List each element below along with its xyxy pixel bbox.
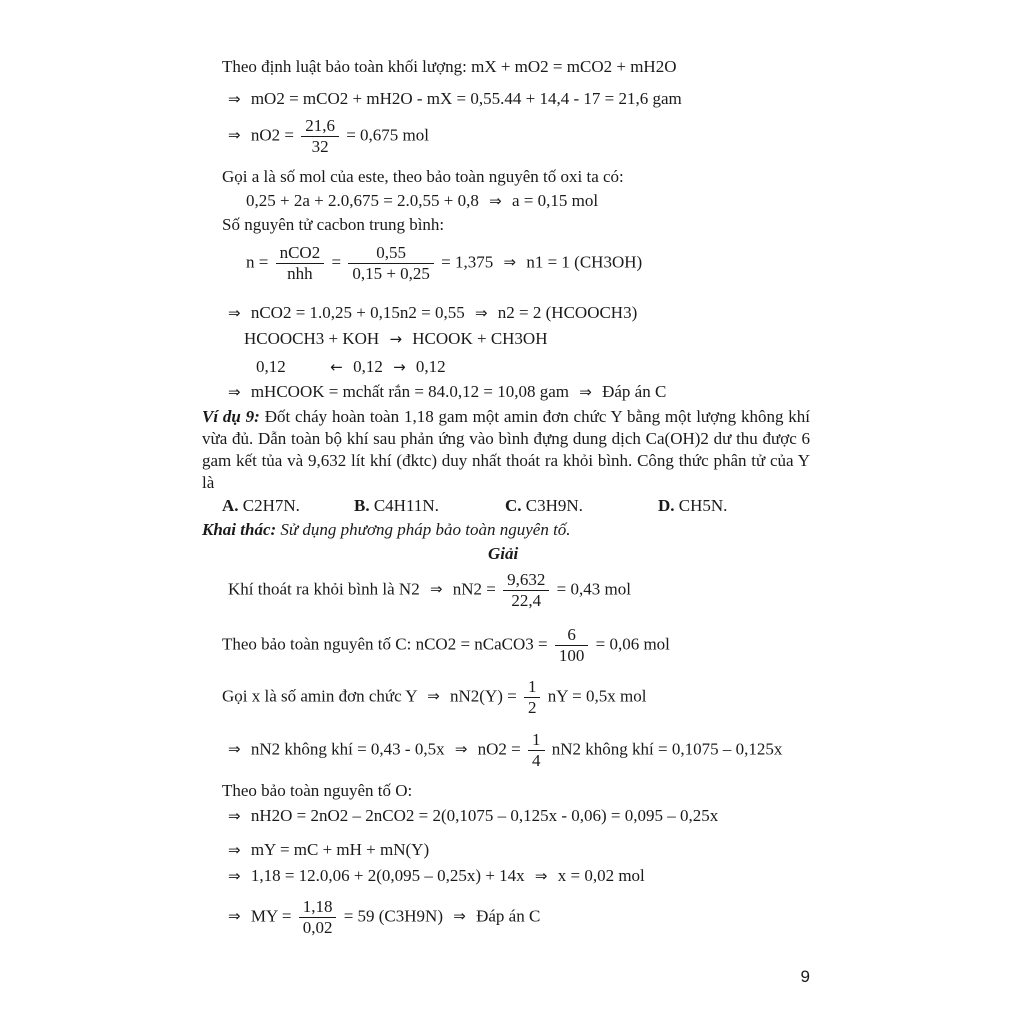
implies-icon: ⇒ [503, 253, 517, 272]
hint-line [202, 519, 571, 541]
numerator: 1 [524, 677, 541, 698]
lhs: nO2 = [250, 125, 294, 145]
equation: 1,18 = 12.0,06 + 2(0,095 – 0,25x) + 14x [250, 866, 525, 885]
fraction [503, 570, 549, 611]
equation: nCO2 = 1.0,25 + 0,15n2 = 0,55 [250, 303, 465, 322]
equation: mX + mO2 = mCO2 + mH2O [471, 57, 677, 76]
numerator: 6 [555, 625, 589, 646]
denominator: 2 [527, 698, 537, 717]
equation: mY = mC + mH + mN(Y) [250, 840, 430, 859]
implies-icon: ⇒ [579, 383, 592, 401]
sol-line-carbon [222, 625, 670, 666]
equation: nH2O = 2nO2 – 2nCO2 = 2(0,1075 – 0,125x - 0,06) = 0,095 – 0,25x [250, 806, 719, 825]
result: n2 = 2 (HCOOCH3) [497, 303, 638, 322]
denominator: 100 [558, 646, 585, 665]
implies-icon: ⇒ [534, 867, 548, 885]
line-no2 [222, 116, 429, 157]
solution-title: Giải [488, 544, 519, 563]
implies-icon: ⇒ [454, 740, 468, 759]
option-b: B. C4H11N. [354, 496, 439, 515]
value: 0,12 [415, 357, 446, 376]
line-oxygen-balance [246, 190, 598, 212]
equation: nN2 không khí = 0,43 - 0,5x [250, 739, 445, 759]
implies-icon: ⇒ [228, 841, 241, 859]
value: 0,12 [353, 357, 383, 376]
sol-line-nh2o [222, 805, 718, 827]
hint-text: Sử dụng phương pháp bảo toàn nguyên tố. [280, 520, 571, 539]
sol-line-my [222, 839, 429, 861]
fraction [276, 243, 325, 284]
denominator: 0,15 + 0,25 [352, 264, 430, 283]
sol-line-n2 [228, 570, 631, 611]
sol-line-oxygen: Theo bảo toàn nguyên tố O: [222, 781, 413, 800]
implies-icon: ⇒ [427, 687, 440, 706]
option-d: D. CH5N. [658, 496, 728, 515]
numerator: nCO2 [276, 243, 325, 264]
lhs: nN2(Y) = [450, 686, 517, 706]
text: Theo định luật bảo toàn khối lượng: [222, 57, 467, 76]
example-9-question [202, 406, 810, 494]
numerator: 21,6 [301, 116, 339, 137]
line-reaction [244, 328, 547, 350]
rhs: = 59 (C3H9N) [343, 906, 443, 926]
fraction [555, 625, 589, 666]
implies-icon: ⇒ [474, 304, 488, 322]
page-number: 9 [800, 967, 810, 986]
line-avg-n: n = $\frac{\text{nCO2}}{\text{nhh}}$ = $\frac{0,55}{0,15 + 0,25}$ = 1,375 ⇒ n1 = 1 (CH3OH) [246, 243, 643, 283]
sol-line-molar-mass [222, 897, 540, 938]
answer: Đáp án C [602, 382, 667, 401]
lhs: n = [246, 252, 269, 272]
denominator: 32 [311, 137, 329, 156]
rhs: nY = 0,5x mol [547, 686, 647, 706]
equation: mHCOOK = mchất rắn = 84.0,12 = 10,08 gam [250, 382, 570, 401]
equation: mO2 = mCO2 + mH2O - mX = 0,55.44 + 14,4 - 17 = 21,6 gam [250, 89, 682, 108]
fraction [524, 677, 541, 718]
denominator: 22,4 [511, 591, 542, 610]
line-mass-conservation [222, 56, 676, 78]
arrow-right-icon: → [389, 330, 403, 348]
reactants: HCOOCH3 + KOH [244, 329, 380, 348]
sol-line-solve-x [222, 865, 645, 887]
implies-icon: ⇒ [228, 807, 241, 825]
example-text: Đốt cháy hoàn toàn 1,18 gam một amin đơn chức Y bằng một lượng không khí vừa đủ. Dẫn toàn bộ khí sau phản ứng vào bình đựng dung dịch Ca(OH)2 dư thu được 6 gam kết tủa và 9,632 lít khí (đktc) duy nhất thoát ra khỏi bình. Công thức phân tử của Y là [202, 407, 811, 492]
fraction [528, 730, 545, 771]
rhs: nN2 không khí = 0,1075 – 0,125x [551, 739, 783, 759]
products: HCOOK + CH3OH [412, 329, 548, 348]
line-avg-carbon: Số nguyên tử cacbon trung bình: [222, 215, 445, 234]
lhs: MY = [250, 906, 292, 926]
numerator: 1,18 [299, 897, 337, 918]
denominator: 4 [532, 751, 541, 770]
implies-icon: ⇒ [429, 580, 443, 599]
rhs: = 1,375 [441, 252, 494, 272]
value: 0,12 [256, 357, 286, 376]
text: Theo bảo toàn nguyên tố C: [222, 634, 412, 654]
lhs: nO2 = [477, 739, 521, 759]
fraction [348, 243, 434, 284]
rhs: = 0,06 mol [595, 634, 670, 654]
equation: 0,25 + 2a + 2.0,675 = 2.0,55 + 0,8 [246, 191, 479, 210]
implies-icon: ⇒ [489, 192, 502, 210]
option-a: A. C2H7N. [222, 496, 300, 515]
line-mo2 [222, 88, 682, 110]
implies-icon: ⇒ [228, 907, 241, 926]
arrow-left-icon: ← [330, 358, 343, 376]
denominator: 0,02 [302, 918, 333, 937]
hint-label: Khai thác: [202, 520, 277, 539]
line-nco2 [222, 302, 637, 324]
fraction [299, 897, 337, 938]
rhs: = 0,675 mol [346, 125, 429, 145]
implies-icon: ⇒ [228, 867, 241, 885]
lhs: nCO2 = nCaCO3 = [415, 634, 548, 654]
answer: Đáp án C [476, 906, 541, 926]
denominator: nhh [287, 264, 313, 283]
numerator: 9,632 [503, 570, 549, 591]
line-let-a: Gọi a là số mol của este, theo bảo toàn nguyên tố oxi ta có: [222, 167, 624, 186]
implies-icon: ⇒ [228, 90, 241, 108]
line-m-hcook [222, 381, 666, 403]
text: Gọi x là số amin đơn chức Y [222, 686, 417, 706]
implies-icon: ⇒ [228, 740, 241, 759]
rhs: = 0,43 mol [556, 579, 631, 599]
result: a = 0,15 mol [511, 191, 599, 210]
result: x = 0,02 mol [557, 866, 645, 885]
sol-line-air [222, 730, 782, 771]
text: Khí thoát ra khỏi bình là N2 [228, 579, 420, 599]
implies-icon: ⇒ [228, 383, 241, 401]
example-label: Ví dụ 9: [202, 407, 260, 426]
sol-line-let-x [222, 677, 646, 718]
numerator: 0,55 [348, 243, 434, 264]
implies-icon: ⇒ [228, 304, 241, 322]
result: n1 = 1 (CH3OH) [526, 252, 643, 272]
implies-icon: ⇒ [453, 907, 466, 926]
arrow-right-icon: → [393, 358, 406, 376]
fraction [301, 116, 339, 157]
lhs: nN2 = [452, 579, 496, 599]
line-moles [256, 356, 446, 378]
option-c: C. C3H9N. [505, 496, 583, 515]
implies-icon: ⇒ [228, 126, 241, 145]
numerator: 1 [528, 730, 545, 751]
